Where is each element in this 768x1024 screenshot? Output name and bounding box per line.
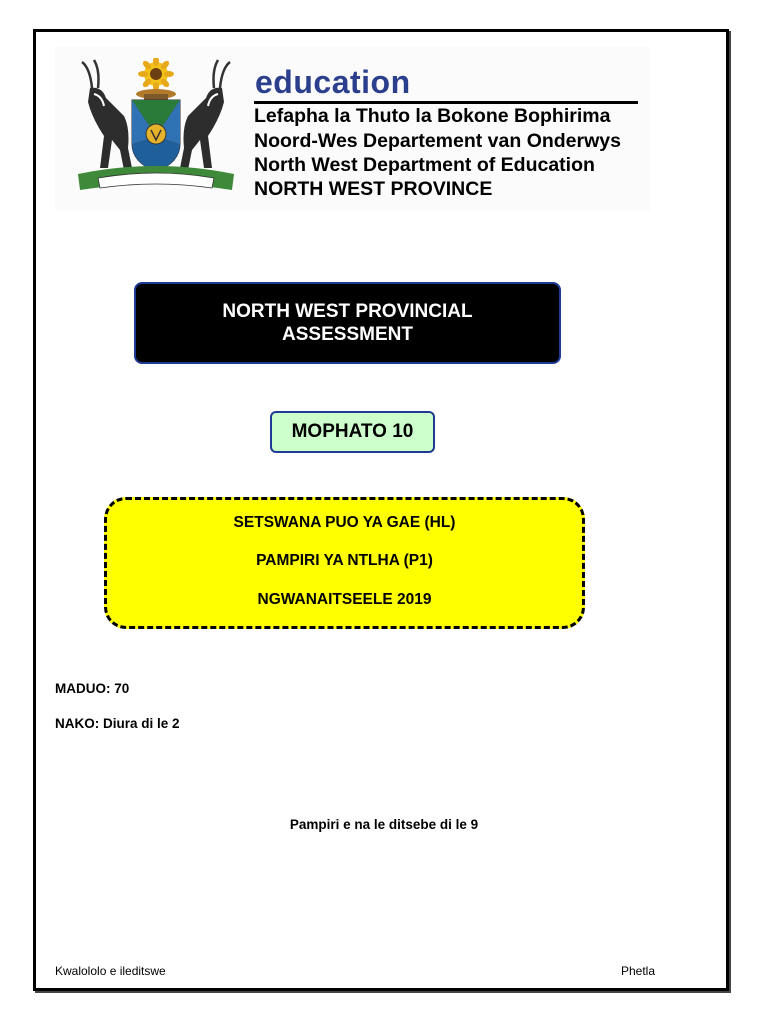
assessment-title-line1: NORTH WEST PROVINCIAL xyxy=(222,301,473,322)
footer-turn-over: Phetla xyxy=(621,964,656,978)
time-label: NAKO: Diura di le 2 xyxy=(55,716,180,731)
grade-box xyxy=(270,411,435,453)
letterhead-rule xyxy=(254,101,638,104)
assessment-title-box xyxy=(134,282,561,364)
marks-label: MADUO: 70 xyxy=(55,681,130,696)
assessment-title-line2: ASSESSMENT xyxy=(282,324,413,345)
dept-name-afrikaans: Noord-Wes Departement van Onderwys xyxy=(254,130,621,152)
dept-name-english: North West Department of Education xyxy=(254,154,595,176)
paper-number: PAMPIRI YA NTLHA (P1) xyxy=(256,552,433,569)
exam-period: NGWANAITSEELE 2019 xyxy=(257,591,432,608)
subject-box xyxy=(104,497,585,629)
grade-label: MOPHATO 10 xyxy=(291,421,414,442)
footer-copyright: Kwalololo e ileditswe xyxy=(55,964,166,978)
subject-name: SETSWANA PUO YA GAE (HL) xyxy=(233,514,456,531)
page-count-text: Pampiri e na le ditsebe di le 9 xyxy=(289,817,479,832)
province-name: NORTH WEST PROVINCE xyxy=(254,178,493,200)
dept-name-setswana: Lefapha la Thuto la Bokone Bophirima xyxy=(254,105,611,127)
education-logo-text: education xyxy=(255,64,411,100)
coat-of-arms-icon xyxy=(72,58,240,198)
page-count-note xyxy=(0,817,768,832)
